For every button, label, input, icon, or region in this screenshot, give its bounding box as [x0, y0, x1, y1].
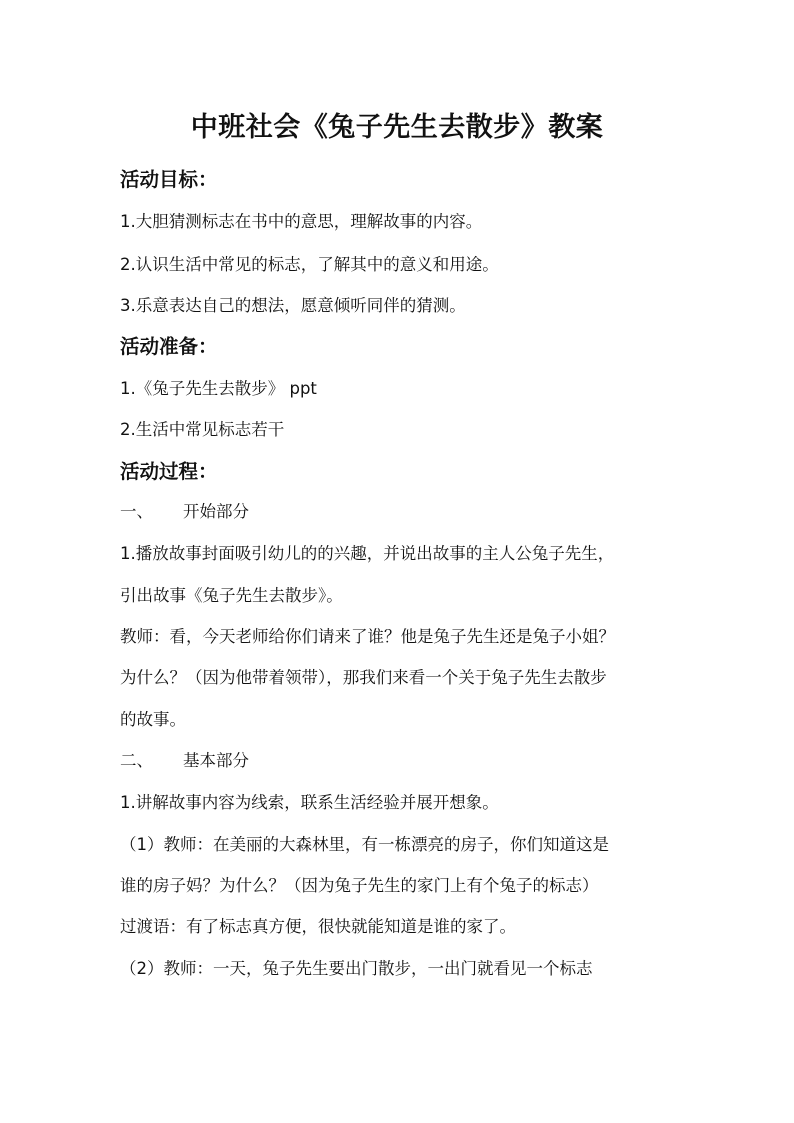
- goal-item: 3.乐意表达自己的想法，愿意倾听同伴的猜测。: [120, 296, 466, 315]
- part-number: 二、: [120, 751, 153, 770]
- part-heading-basic: [120, 749, 680, 773]
- prep-item: 2.生活中常见标志若干: [120, 420, 285, 439]
- paragraph-line: 谁的房子妈？为什么？（因为兔子先生的家门上有个兔子的标志）: [120, 876, 599, 895]
- part-number: 一、: [120, 502, 153, 521]
- paragraph-line: 1.播放故事封面吸引幼儿的的兴趣，并说出故事的主人公兔子先生，: [120, 544, 615, 563]
- section-heading-process: 活动过程：: [120, 460, 218, 483]
- paragraph-line: 1.讲解故事内容为线索，联系生活经验并展开想象。: [120, 793, 499, 812]
- paragraph-line: 引出故事《兔子先生去散步》。: [120, 586, 343, 605]
- paragraph-line: （2）教师：一天，兔子先生要出门散步，一出门就看见一个标志: [120, 959, 593, 978]
- part-title: 基本部分: [183, 751, 249, 770]
- paragraph-line: （1）教师：在美丽的大森林里，有一栋漂亮的房子，你们知道这是: [120, 835, 609, 854]
- paragraph-line: 教师：看，今天老师给你们请来了谁？他是兔子先生还是兔子小姐？: [120, 627, 615, 646]
- paragraph-line: 为什么？（因为他带着领带），那我们来看一个关于兔子先生去散步: [120, 668, 607, 687]
- paragraph-line: 的故事。: [120, 710, 186, 729]
- section-heading-goals: 活动目标：: [120, 168, 218, 191]
- prep-item: 1.《兔子先生去散步》 ppt: [120, 379, 317, 398]
- part-title: 开始部分: [183, 502, 249, 521]
- document-title: 中班社会《兔子先生去散步》教案: [190, 112, 604, 143]
- goal-item: 1.大胆猜测标志在书中的意思，理解故事的内容。: [120, 212, 483, 231]
- part-heading-start: [120, 500, 680, 524]
- section-heading-prep: 活动准备：: [120, 335, 218, 358]
- goal-item: 2.认识生活中常见的标志，了解其中的意义和用途。: [120, 255, 499, 274]
- paragraph-line: 过渡语：有了标志真方便，很快就能知道是谁的家了。: [120, 917, 516, 936]
